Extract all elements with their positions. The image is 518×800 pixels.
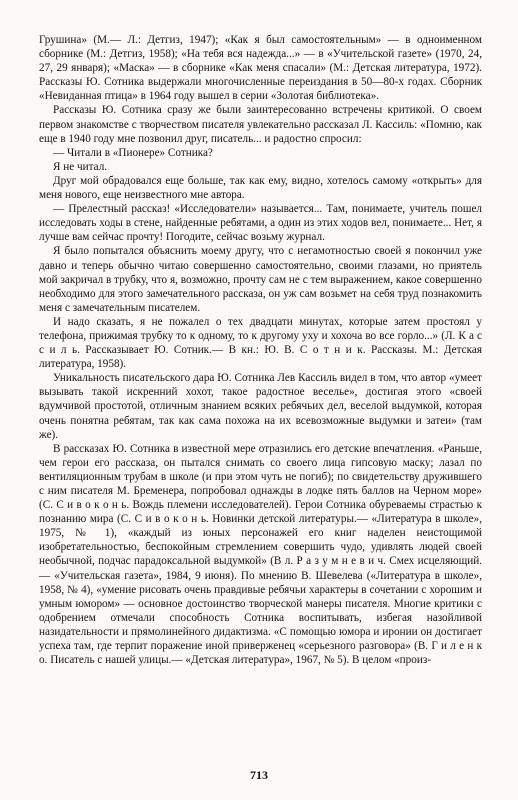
paragraph-2: Рассказы Ю. Сотника сразу же были заинтересованно встречены критикой. О своем первом знакомстве с творчеством писателя увлекательно рассказал Л. Кассиль: «Помню, как еще в 1940 году мне позвонил друг, писатель... и радостно спросил:: [39, 104, 482, 145]
paragraph-7: Я было попытался объяснить моему другу, что с негамотностью своей я покончил уже давно и теперь обычно читаю совершенно самостоятельно, своими глазами, но приятель мой закричал в трубку, что я, возможно, прочту сам не с тем выражением, какое совершенно необходимо для этого замечательного рассказа, он уж сам возьмет на себя труд познакомить меня с замечательным писателем.: [39, 245, 482, 314]
body-text: [39, 33, 482, 667]
paragraph-6: — Прелестный рассказ! «Исследователи» называется... Там, понимаете, учитель пошел исследовать ходы в стене, найденные ребятами, а один из этих ходов вел, понимаете... Нет, я лучше вам сейчас прочту! Погодите, сейчас возьму журнал.: [39, 203, 482, 244]
paragraph-8: И надо сказать, я не пожалел о тех двадцати минутах, которые затем простоял у телефона, прижимая трубку то к одному, то к другому уху и хохоча во все горло...» (Л. К а с с и л ь. Рассказывает Ю. Сотник.— В кн.: Ю. В. С о т н и к. Рассказы. М.: Детская литература, 1958).: [39, 315, 482, 371]
paragraph-10: В рассказах Ю. Сотника в известной мере отразились его детские впечатления. «Раньше, чем герои его рассказа, он пытался снимать со своего лица гипсовую маску; лазал по вентиляционным трубам в школе (и при этом чуть не погиб); по свидетельству дружившего с ним писателя М. Бременера, попробовал однажды в лодке пять баллов на Черном море» (С. С и в о к о н ь. Вождь племени исследователей). Герои Сотника обуреваемы страстью к познанию мира (С. С и в о к о н ь. Новинки детской литературы.— «Литература в школе», 1975, № 1), «каждый из юных персонажей его книг наделен неистощимой изобретательностью, беспокойным стремлением совершить чудо, удивлять людей своей необычной, подчас парадоксальной выдумкой» (В л. Р а з у м н е в и ч. Смех исцеляющий.— «Учительская газета», 1984, 9 июня). По мнению В. Шевелева («Литература в школе», 1958, № 4), «умение рисовать очень правдивые ребячьи характеры в сочетании с хорошим и умным юмором» — основное достоинство творческой манеры писателя. Многие критики с одобрением отмечали способность Сотника воспитывать, избегая назойливой назидательности и прямолинейного дидактизма. «С помощью юмора и иронии он достигает успеха там, где терпит поражение иной приверженец «серьезного разговора» (В. Г и л е н к о. Писатель с нашей улицы.— «Детская литература», 1967, № 5). В целом «произ-: [39, 442, 482, 667]
paragraph-5: Друг мой обрадовался еще больше, так как ему, видно, хотелось самому «открыть» для меня нового, еще неизвестного мне автора.: [39, 174, 482, 202]
paragraph-1: Грушина» (М.— Л.: Детгиз, 1947); «Как я был самостоятельным» — в одноименном сборнике (М.: Детгиз, 1958); «На тебя вся надежда...» — в «Учительской газете» (1970, 24, 27, 29 января); «Маска» — в сборнике «Как меня спасали» (М.: Детская литература, 1972). Рассказы Ю. Сотника выдержали многочисленные переиздания в 50—80-х годах. Сборник «Невиданная птица» в 1964 году вышел в серии «Золотая библиотека».: [39, 34, 482, 103]
paragraph-9: Уникальность писательского дара Ю. Сотника Лев Кассиль видел в том, что автор «умеет вызывать такой искренний хохот, такое радостное веселье», достигая этого «своей вдумчивой простотой, отличным знанием всяких ребячьих дел, веселой выдумкой, которая очень понятна ребятам, так как сама похожа на их всевозможные выдумки и затеи» (там же).: [39, 372, 482, 441]
paragraph-4: Я не читал.: [53, 160, 108, 173]
paragraph-3: — Читали в «Пионере» Сотника?: [53, 146, 213, 159]
page-number: 713: [250, 768, 268, 782]
